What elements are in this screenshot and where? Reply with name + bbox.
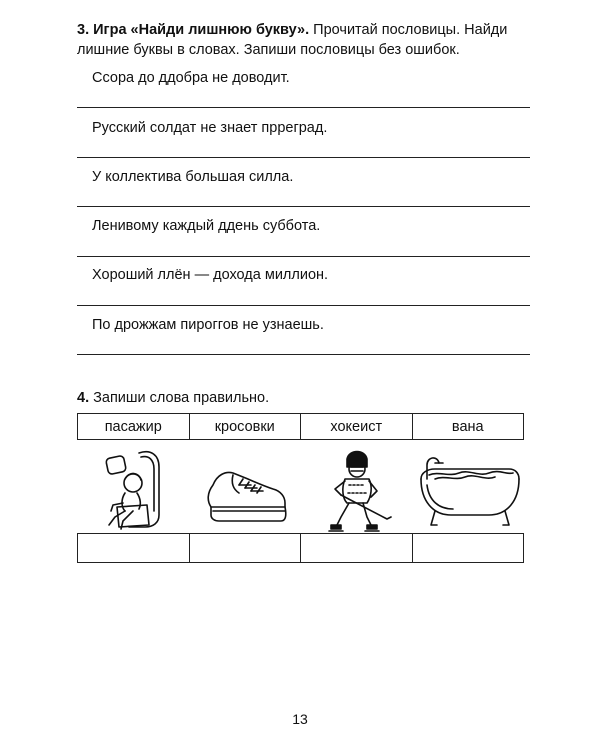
writing-line[interactable] — [77, 107, 530, 108]
proverb-item — [77, 119, 530, 137]
hockey-player-icon — [301, 445, 413, 535]
writing-line[interactable] — [77, 305, 530, 306]
words-table — [77, 413, 524, 440]
proverb-item — [77, 168, 530, 186]
passenger-icon — [77, 445, 189, 535]
task-4-header — [77, 388, 530, 408]
task-4-number: 4. — [77, 390, 90, 406]
table-row — [78, 534, 524, 563]
writing-line[interactable] — [77, 256, 530, 257]
proverb-text: По дрожжам пироггов не узнаешь. — [92, 317, 324, 333]
word-cell: вана — [412, 414, 524, 440]
task-3-number: 3. — [77, 22, 90, 38]
writing-line[interactable] — [77, 206, 530, 207]
bathtub-icon — [413, 445, 525, 535]
answer-cell[interactable] — [301, 534, 413, 563]
proverb-text: Ссора до ддобра не доводит. — [92, 70, 290, 86]
word-cell: кросовки — [189, 414, 301, 440]
table-row — [78, 414, 524, 440]
writing-line[interactable] — [77, 354, 530, 355]
proverb-item — [77, 316, 530, 334]
proverb-item — [77, 69, 530, 87]
proverb-text: Русский солдат не знает пррeград. — [92, 120, 328, 136]
task-3-instruction: Прочитай пословицы. Найди лишние буквы в словах. Запиши пословицы без ошибок. — [77, 22, 508, 58]
task-4-instruction: Запиши слова правильно. — [93, 390, 270, 406]
answer-cell[interactable] — [78, 534, 190, 563]
answers-table — [77, 533, 524, 563]
writing-line[interactable] — [77, 157, 530, 158]
proverb-item — [77, 266, 530, 284]
answer-cell[interactable] — [412, 534, 524, 563]
word-cell: хокеист — [301, 414, 413, 440]
task-3-header — [77, 20, 530, 60]
task-3-title: Игра «Найди лишнюю букву». — [93, 22, 310, 38]
sneaker-icon — [189, 445, 301, 535]
proverb-text: Хороший ллён — дохода миллион. — [92, 267, 329, 283]
pictures-row — [77, 445, 524, 535]
proverb-text: Ленивому каждый ддень суббота. — [92, 218, 321, 234]
proverb-text: У коллектива большая силла. — [92, 169, 294, 185]
proverb-item — [77, 217, 530, 235]
answer-cell[interactable] — [189, 534, 301, 563]
page-number: 13 — [292, 711, 308, 727]
word-cell: пасажир — [78, 414, 190, 440]
